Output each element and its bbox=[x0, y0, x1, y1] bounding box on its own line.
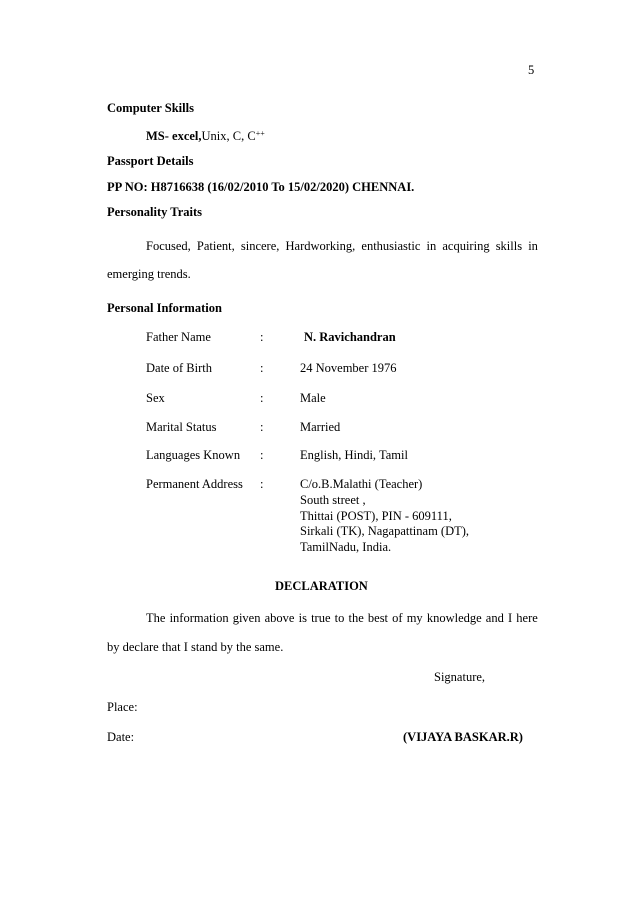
personality-word: in bbox=[528, 239, 538, 253]
sex-value: Male bbox=[300, 391, 326, 405]
declaration-word: my bbox=[406, 611, 423, 625]
personality-heading: Personality Traits bbox=[107, 205, 203, 219]
father-name-label: Father Name bbox=[146, 330, 211, 344]
address-line: Thittai (POST), PIN - 609111, bbox=[300, 508, 452, 523]
languages-colon: : bbox=[260, 448, 264, 462]
personality-word: in bbox=[426, 239, 437, 253]
marital-status-value: Married bbox=[300, 420, 341, 434]
declaration-word: I bbox=[507, 611, 513, 625]
dob-colon: : bbox=[260, 361, 264, 375]
skills-bold: MS- excel, bbox=[146, 129, 202, 143]
personality-word: enthusiastic bbox=[361, 239, 421, 253]
marital-status-label: Marital Status bbox=[146, 420, 217, 434]
personality-line-1 bbox=[146, 239, 538, 254]
declaration-line-2: by declare that I stand by the same. bbox=[107, 640, 284, 654]
personality-word: Focused, bbox=[146, 239, 191, 253]
personal-info-heading: Personal Information bbox=[107, 301, 222, 315]
date-label: Date: bbox=[107, 730, 135, 744]
address-line: TamilNadu, India. bbox=[300, 539, 392, 554]
personality-line-2: emerging trends. bbox=[107, 267, 191, 281]
place-label: Place: bbox=[107, 700, 138, 714]
personality-word: Patient, bbox=[196, 239, 235, 253]
dob-label: Date of Birth bbox=[146, 361, 212, 375]
declaration-word: true bbox=[311, 611, 331, 625]
declaration-word: and bbox=[485, 611, 504, 625]
declaration-line-1 bbox=[146, 611, 538, 626]
declaration-word: of bbox=[392, 611, 403, 625]
declaration-word: to bbox=[334, 611, 345, 625]
personality-word: Hardworking, bbox=[285, 239, 356, 253]
signatory-name: (VIJAYA BASKAR.R) bbox=[403, 730, 523, 744]
address-line: Sirkali (TK), Nagapattinam (DT), bbox=[300, 524, 470, 538]
declaration-word: above bbox=[264, 611, 295, 625]
address-value: C/o.B.Malathi (Teacher) bbox=[300, 477, 423, 491]
languages-label: Languages Known bbox=[146, 448, 241, 462]
signature-label: Signature, bbox=[434, 670, 486, 684]
declaration-word: knowledge bbox=[426, 611, 482, 625]
passport-details: PP NO: H8716638 (16/02/2010 To 15/02/2020) CHENNAI. bbox=[107, 180, 415, 194]
marital-status-colon: : bbox=[260, 420, 264, 434]
skills-superscript: ++ bbox=[255, 129, 265, 138]
address-line: South street , bbox=[300, 493, 366, 507]
computer-skills-heading: Computer Skills bbox=[107, 101, 194, 115]
declaration-word: information bbox=[169, 611, 229, 625]
languages-value: English, Hindi, Tamil bbox=[300, 448, 408, 462]
personality-word: acquiring bbox=[442, 239, 490, 253]
personality-word: skills bbox=[495, 239, 523, 253]
address-block bbox=[300, 493, 469, 555]
declaration-heading: DECLARATION bbox=[275, 579, 368, 593]
computer-skills-list bbox=[146, 129, 265, 144]
passport-heading: Passport Details bbox=[107, 154, 194, 168]
sex-colon: : bbox=[260, 391, 264, 405]
address-colon: : bbox=[260, 477, 264, 491]
declaration-word: is bbox=[298, 611, 307, 625]
address-label: Permanent Address bbox=[146, 477, 243, 491]
sex-label: Sex bbox=[146, 391, 165, 405]
page-number: 5 bbox=[528, 63, 535, 77]
father-name-value: N. Ravichandran bbox=[304, 330, 396, 344]
declaration-word: given bbox=[232, 611, 261, 625]
skills-rest: Unix, C, C bbox=[201, 129, 256, 143]
declaration-word: the bbox=[348, 611, 364, 625]
father-name-colon: : bbox=[260, 330, 264, 344]
personality-word: sincere, bbox=[240, 239, 280, 253]
dob-value: 24 November 1976 bbox=[300, 361, 397, 375]
declaration-word: best bbox=[367, 611, 389, 625]
declaration-word: The bbox=[146, 611, 166, 625]
declaration-word: here bbox=[516, 611, 538, 625]
